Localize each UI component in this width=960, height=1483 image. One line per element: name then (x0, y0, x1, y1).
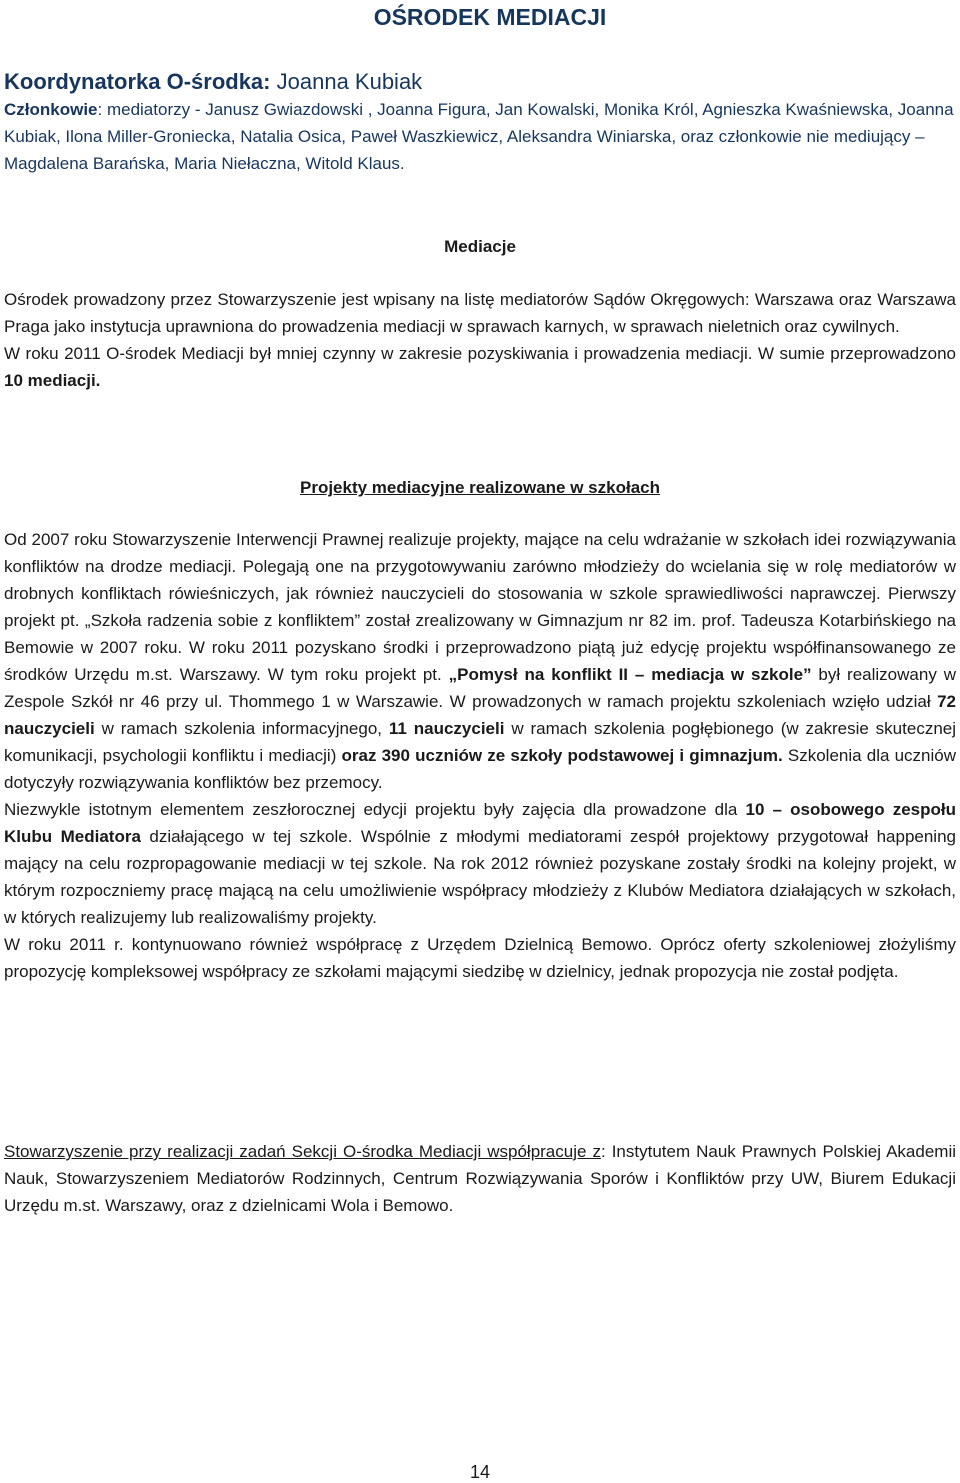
mediator-club-team: 10 – osobowego zespołu Klubu Mediatora (4, 800, 956, 846)
mediation-paragraph-1: Ośrodek prowadzony przez Stowarzyszenie jest wpisany na listę mediatorów Sądów Okręgowych: Warszawa oraz Warszawa Praga jako instytucja uprawniona do prowadzenia mediacji w sprawach karnych, w sprawach nieletnich oraz cywilnych. (4, 290, 956, 336)
coordinator-label: Koordynatorka O-środka: (4, 69, 271, 94)
teachers-count-info: 72 nauczycieli (4, 692, 956, 738)
students-count: oraz 390 uczniów ze szkoły podstawowej i gimnazjum. (341, 746, 783, 765)
members-label: Członkowie (4, 100, 98, 119)
page-title: OŚRODEK MEDIACJI (373, 4, 607, 30)
coordinator-line (4, 67, 956, 97)
schools-section (4, 526, 956, 985)
schools-paragraph-1: Od 2007 roku Stowarzyszenie Interwencji Prawnej realizuje projekty, mające na celu wdrażanie w szkołach idei rozwiązywania konfliktów na drodze mediacji. Polegają one na przygotowywaniu zarówno młodzieży do wcielania się w rolę mediatorów w drobnych konfliktach rówieśniczych, jak również nauczycieli do stosowania w szkole sprawiedliwości naprawczej. Pierwszy projekt pt. „Szkoła radzenia sobie z konfliktem” został zrealizowany w Gimnazjum nr 82 im. prof. Tadeusza Kotarbińskiego na Bemowie w 2007 roku. W roku 2011 pozyskano środki i przeprowadzono piątą już edycję projektu współfinansowanego ze środków Urzędu m.st. Warszawy. W tym roku projekt pt. „Pomysł na konflikt II – mediacja w szkole” był realizowany w Zespole Szkół nr 46 przy ul. Thommego 1 w Warszawie. W prowadzonych w ramach projektu szkoleniach wzięło udział 72 nauczycieli w ramach szkolenia informacyjnego, 11 nauczycieli w ramach szkolenia pogłębionego (w zakresie skutecznej komunikacji, psychologii konfliktu i mediacji) oraz 390 uczniów ze szkoły podstawowej i gimnazjum. Szkolenia dla uczniów dotyczyły rozwiązywania konfliktów bez przemocy. (4, 530, 957, 792)
schools-heading: Projekty mediacyjne realizowane w szkołach (300, 478, 660, 497)
schools-paragraph-2: Niezwykle istotnym elementem zeszłorocznej edycji projektu były zajęcia dla prowadzone dla 10 – osobowego zespołu Klubu Mediatora działającego w tej szkole. Wspólnie z młodymi mediatorami zespół projektowy przygotował happening mający na celu rozpropagowanie mediacji w tej szkole. Na rok 2012 również pozyskane zostały środki na kolejny projekt, w którym rozpoczniemy pracę mającą na celu umożliwienie współpracy młodzieży z Klubów Mediatora działających w szkołach, w których realizujemy lub realizowaliśmy projekty. (4, 800, 956, 927)
cooperation-text: : Instytutem Nauk Prawnych Polskiej Akademii Nauk, Stowarzyszeniem Mediatorów Rodzinnych, Centrum Rozwiązywania Sporów i Konfliktów przy UW, Biurem Edukacji Urzędu m.st. Warszawy, oraz z dzielnicami Wola i Bemowo. (4, 1142, 956, 1215)
coordinator-name: Joanna Kubiak (276, 69, 423, 94)
cooperation-paragraph (4, 1138, 956, 1219)
mediation-count: 10 mediacji. (4, 371, 101, 390)
schools-paragraph-3: W roku 2011 r. kontynuowano również współpracę z Urzędem Dzielnicą Bemowo. Oprócz oferty szkoleniowej złożyliśmy propozycję kompleksowej współpracy ze szkołami mającymi siedzibę w dzielnicy, jednak propozycja nie został podjęta. (4, 935, 956, 981)
mediation-paragraph-2: W roku 2011 O-środek Mediacji był mniej czynny w zakresie pozyskiwania i prowadzenia mediacji. W sumie przeprowadzono 10 mediacji. (4, 344, 956, 390)
mediation-section (4, 286, 956, 394)
mediation-heading: Mediacje (444, 237, 516, 256)
members-paragraph (4, 96, 956, 177)
cooperation-label: Stowarzyszenie przy realizacji zadań Sekcji O-środka Mediacji współpracuje z (4, 1142, 601, 1161)
page-number: 14 (469, 1462, 491, 1482)
members-text: : mediatorzy - Janusz Gwiazdowski , Joanna Figura, Jan Kowalski, Monika Król, Agnieszka Kwaśniewska, Joanna Kubiak, Ilona Miller-Groniecka, Natalia Osica, Paweł Waszkiewicz, Aleksandra Winiarska, oraz członkowie nie mediujący – Magdalena Barańska, Maria Niełaczna, Witold Klaus. (4, 100, 954, 173)
project-title: „Pomysł na konflikt II – mediacja w szkole” (448, 665, 812, 684)
teachers-count-deep: 11 nauczycieli (388, 719, 505, 738)
